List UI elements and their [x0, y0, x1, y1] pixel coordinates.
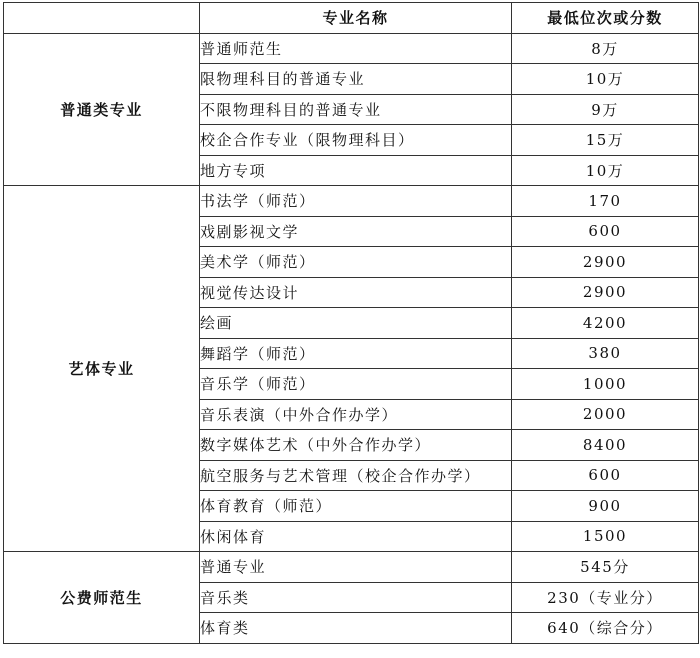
major-name: 美术学（师范） — [200, 247, 512, 278]
major-name: 普通师范生 — [200, 33, 512, 64]
min-rank: 4200 — [512, 308, 699, 339]
header-row — [4, 3, 699, 34]
major-name: 音乐表演（中外合作办学） — [200, 399, 512, 430]
min-rank: 2900 — [512, 247, 699, 278]
min-rank: 15万 — [512, 125, 699, 156]
min-rank: 600 — [512, 460, 699, 491]
min-rank: 10万 — [512, 155, 699, 186]
table-row — [4, 33, 699, 64]
category-cell: 艺体专业 — [4, 186, 200, 552]
major-name: 书法学（师范） — [200, 186, 512, 217]
major-name: 限物理科目的普通专业 — [200, 64, 512, 95]
admission-table — [3, 2, 699, 644]
major-name: 地方专项 — [200, 155, 512, 186]
min-rank: 170 — [512, 186, 699, 217]
major-name: 校企合作专业（限物理科目） — [200, 125, 512, 156]
major-name: 视觉传达设计 — [200, 277, 512, 308]
min-rank: 2900 — [512, 277, 699, 308]
min-rank: 900 — [512, 491, 699, 522]
min-rank: 8万 — [512, 33, 699, 64]
min-rank: 8400 — [512, 430, 699, 461]
major-name: 航空服务与艺术管理（校企合作办学） — [200, 460, 512, 491]
major-name: 舞蹈学（师范） — [200, 338, 512, 369]
min-rank: 600 — [512, 216, 699, 247]
category-cell: 普通类专业 — [4, 33, 200, 186]
header-min-rank: 最低位次或分数 — [512, 3, 699, 34]
major-name: 数字媒体艺术（中外合作办学） — [200, 430, 512, 461]
table-row — [4, 552, 699, 583]
major-name: 普通专业 — [200, 552, 512, 583]
min-rank: 640（综合分） — [512, 613, 699, 644]
min-rank: 230（专业分） — [512, 582, 699, 613]
major-name: 体育类 — [200, 613, 512, 644]
major-name: 休闲体育 — [200, 521, 512, 552]
min-rank: 1000 — [512, 369, 699, 400]
major-name: 音乐类 — [200, 582, 512, 613]
min-rank: 2000 — [512, 399, 699, 430]
min-rank: 380 — [512, 338, 699, 369]
header-major-name: 专业名称 — [200, 3, 512, 34]
major-name: 绘画 — [200, 308, 512, 339]
min-rank: 1500 — [512, 521, 699, 552]
major-name: 音乐学（师范） — [200, 369, 512, 400]
major-name: 戏剧影视文学 — [200, 216, 512, 247]
header-category — [4, 3, 200, 34]
major-name: 体育教育（师范） — [200, 491, 512, 522]
min-rank: 9万 — [512, 94, 699, 125]
category-cell: 公费师范生 — [4, 552, 200, 644]
min-rank: 545分 — [512, 552, 699, 583]
min-rank: 10万 — [512, 64, 699, 95]
major-name: 不限物理科目的普通专业 — [200, 94, 512, 125]
table-row — [4, 186, 699, 217]
